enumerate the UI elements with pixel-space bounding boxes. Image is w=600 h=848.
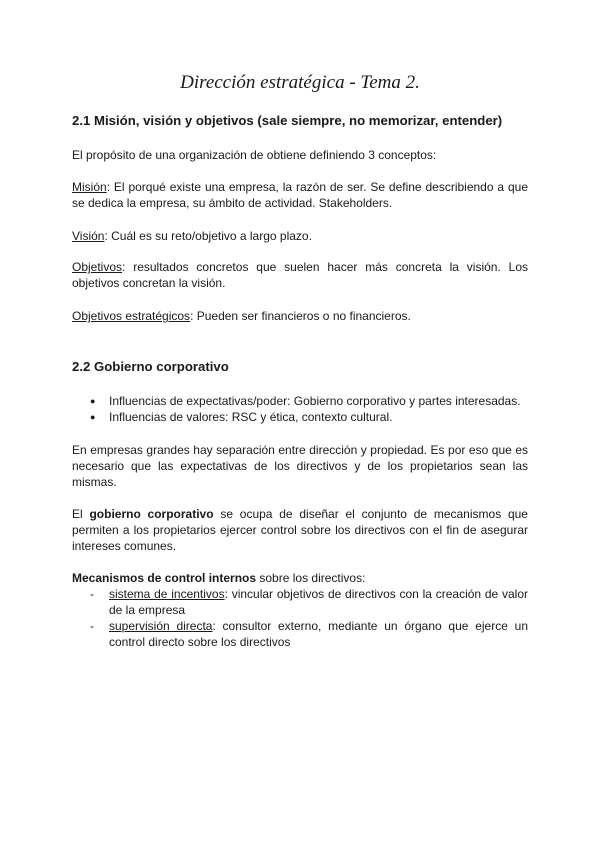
- objetivos-text: : resultados concretos que suelen hacer más concreta la visión. Los objetivos concretan la visión.: [72, 260, 528, 290]
- dash-marker: -: [90, 587, 94, 601]
- gobierno-text: se ocupa de diseñar el conjunto de mecanismos que permiten a los propietarios ejercer control sobre los directivos con el fin de asegurar intereses comunes.: [72, 507, 528, 553]
- gobierno-paragraph: [72, 506, 528, 554]
- mecanismo-text: : vincular objetivos de directivos con la creación de valor de la empresa: [109, 587, 528, 617]
- mecanismos-heading: [72, 570, 528, 586]
- document-title: Dirección estratégica - Tema 2.: [180, 72, 420, 93]
- mecanismos-list: [72, 586, 528, 650]
- list-item: [72, 393, 528, 409]
- mecanismos-term: Mecanismos de control internos: [72, 571, 257, 585]
- list-item: [72, 586, 528, 618]
- mision-text: : El porqué existe una empresa, la razón de ser. Se define describiendo a que se dedica la empresa, su ámbito de actividad. Stakeholders.: [72, 180, 528, 210]
- dash-marker: -: [90, 619, 94, 633]
- mecanismos-text: sobre los directivos:: [256, 571, 366, 585]
- section-heading-gobierno: 2.2 Gobierno corporativo: [72, 359, 229, 374]
- mision-paragraph: [72, 179, 528, 211]
- mecanismo-term: supervisión directa: [109, 619, 213, 633]
- objetivos-paragraph: [72, 259, 528, 291]
- list-item-text: Influencias de expectativas/poder: Gobierno corporativo y partes interesadas.: [109, 394, 521, 408]
- list-item-text: Influencias de valores: RSC y ética, contexto cultural.: [109, 410, 393, 424]
- intro-paragraph: El propósito de una organización de obtiene definiendo 3 conceptos:: [72, 148, 437, 162]
- objetivos-estrategicos-term: Objetivos estratégicos: [72, 309, 191, 323]
- vision-text: : Cuál es su reto/objetivo a largo plazo.: [104, 229, 312, 243]
- section-heading-mision: 2.1 Misión, visión y objetivos (sale siempre, no memorizar, entender): [72, 113, 503, 128]
- gobierno-term: gobierno corporativo: [89, 507, 214, 521]
- mision-term: Misión: [72, 180, 107, 194]
- mecanismo-text: : consultor externo, mediante un órgano que ejerce un control directo sobre los directivos: [109, 619, 528, 649]
- objetivos-term: Objetivos: [72, 260, 123, 274]
- vision-term: Visión: [72, 229, 105, 243]
- separacion-paragraph: En empresas grandes hay separación entre dirección y propiedad. Es por eso que es necesario que las expectativas de los directivos y de los propietarios sean las mismas.: [72, 443, 528, 489]
- bullet-icon: ●: [90, 396, 96, 406]
- bullet-icon: ●: [90, 412, 96, 422]
- vision-paragraph: [72, 228, 528, 244]
- objetivos-estrategicos-text: : Pueden ser financieros o no financieros.: [190, 309, 411, 323]
- list-item: [72, 409, 528, 425]
- list-item: [72, 618, 528, 650]
- influencias-list: [72, 393, 528, 425]
- objetivos-estrategicos-paragraph: [72, 308, 528, 324]
- gobierno-lead: El: [72, 507, 90, 521]
- mecanismo-term: sistema de incentivos: [109, 587, 225, 601]
